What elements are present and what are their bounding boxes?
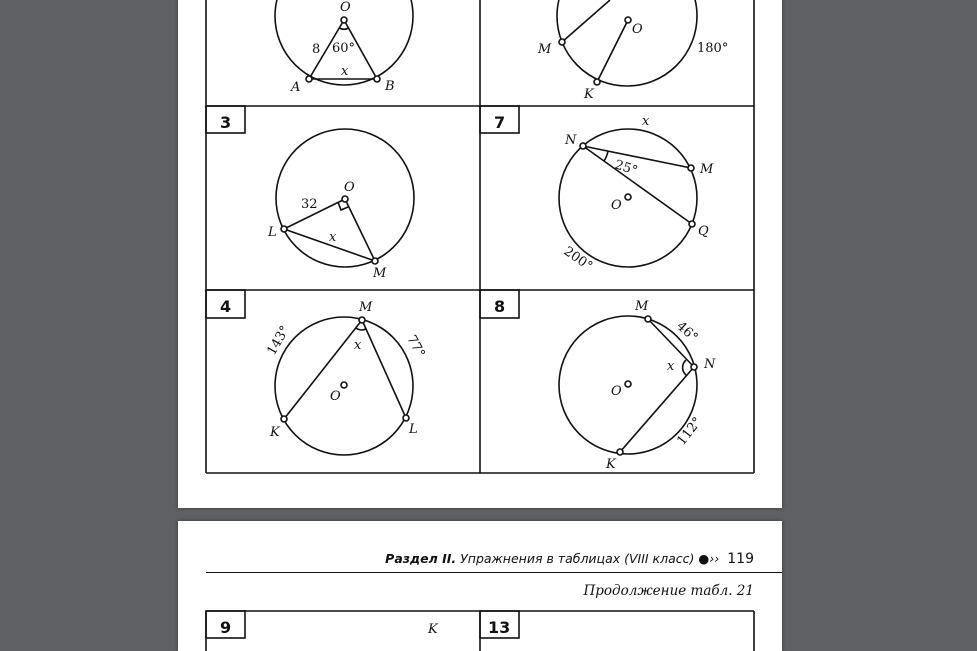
section-title: Упражнения в таблицах (VIII класс) (460, 551, 695, 566)
cell-9-number: 9 (220, 618, 232, 637)
cell-4-point-K: K (270, 425, 280, 440)
cell-2-point-O: O (340, 0, 351, 15)
cell-9-point-K: K (428, 622, 438, 637)
cell-7-point-M: M (700, 162, 714, 177)
cell-7-point-O: O (611, 198, 622, 213)
cell-2-point-A: A (291, 80, 301, 95)
section-marker: ●›› (698, 551, 720, 566)
cell-8-unknown-x: x (667, 359, 675, 374)
cell-2-unknown-x: x (341, 64, 349, 79)
cell-2-side-length: 8 (312, 42, 321, 57)
section-label: Раздел II. (385, 551, 457, 566)
cell-4-point-O: O (330, 389, 341, 404)
page-number: 119 (727, 551, 754, 567)
cell-3-side-length: 32 (301, 197, 318, 212)
cell-6-arc: 180° (697, 41, 729, 56)
cell-7-point-Q: Q (698, 224, 709, 239)
cell-3-point-M: M (373, 266, 387, 281)
cell-6-point-M: M (538, 42, 552, 57)
cell-4-number: 4 (220, 297, 232, 316)
cell-4-point-M: M (359, 300, 373, 315)
cell-3-unknown-x: x (329, 230, 337, 245)
cell-4-unknown-x: x (354, 338, 362, 353)
cell-3-point-O: O (344, 180, 355, 195)
cell-8-figure (559, 316, 697, 455)
book-page-top (178, 0, 782, 508)
cell-8-point-M: M (635, 299, 649, 314)
cell-13-number: 13 (488, 618, 511, 637)
cell-3-number: 3 (220, 113, 232, 132)
cell-8-arc-bottom: 112° (674, 414, 706, 449)
table-continuation-caption: Продолжение табл. 21 (583, 583, 754, 599)
cell-4-arc-right: 77° (403, 332, 428, 361)
cell-8-point-K: K (606, 457, 616, 472)
cell-3-point-L: L (268, 225, 277, 240)
exercise-table-top (178, 0, 782, 508)
cell-8-point-N: N (704, 357, 716, 372)
cell-2-point-B: B (385, 79, 395, 94)
exercise-table-bottom (178, 521, 782, 651)
cell-6-figure (557, 0, 697, 86)
cell-8-arc-top: 46° (673, 318, 701, 346)
cell-7-point-N: N (565, 133, 577, 148)
cell-3-figure (276, 129, 414, 267)
cell-7-number: 7 (494, 113, 506, 132)
cell-6-point-O: O (632, 22, 643, 37)
cell-4-figure (275, 317, 413, 455)
cell-7-angle: 25° (612, 157, 640, 179)
book-page-bottom (178, 521, 782, 651)
cell-6-point-K: K (584, 87, 594, 102)
cell-8-number: 8 (494, 297, 506, 316)
cell-7-arc: 200° (560, 243, 595, 275)
cell-4-arc-left: 143° (264, 323, 294, 358)
cell-2-angle: 60° (332, 41, 356, 56)
cell-7-figure (559, 129, 697, 267)
cell-4-point-L: L (409, 422, 418, 437)
cell-8-point-O: O (611, 384, 622, 399)
cell-7-unknown-x: x (642, 114, 650, 129)
